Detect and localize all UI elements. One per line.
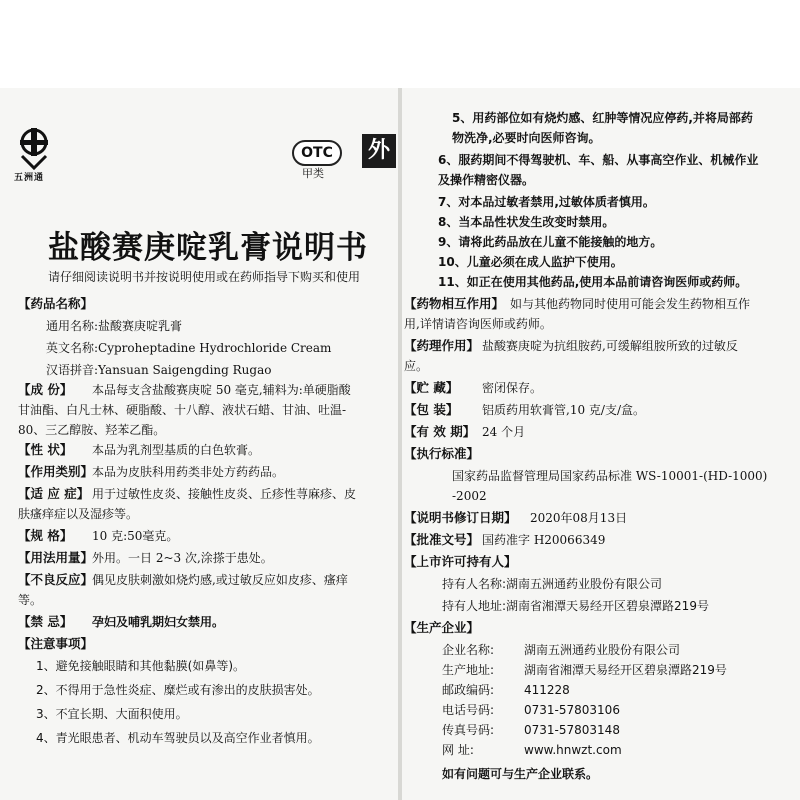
- precaution-item: 6、服药期间不得驾驶机、车、船、从事高空作业、机械作业: [438, 153, 759, 167]
- document-subtitle: 请仔细阅读说明书并按说明使用或在药师指导下购买和使用: [47, 270, 360, 284]
- phone-row: [442, 702, 792, 718]
- precaution-item: 5、用药部位如有烧灼感、红肿等情况应停药,并将局部药: [452, 111, 753, 125]
- field-label: 邮政编码:: [442, 683, 495, 697]
- contra-text: 孕妇及哺乳期妇女禁用。: [92, 615, 225, 629]
- manufacturer-address-row: [442, 662, 792, 678]
- logo-text: 五洲通: [14, 173, 45, 183]
- field-label: 电话号码:: [442, 703, 495, 717]
- contact-note: 如有问题可与生产企业联系。: [442, 767, 599, 781]
- usage-text: 外用。一日 2~3 次,涂搽于患处。: [92, 551, 273, 565]
- adverse-line: 偶见皮肤刺激如烧灼感,或过敏反应如皮疹、瘙痒: [92, 573, 348, 587]
- ingredients-line: 本品每支含盐酸赛庚啶 50 毫克,辅料为:单硬脂酸: [92, 383, 351, 397]
- precaution-item: 4、青光眼患者、机动车驾驶员以及高空作业者慎用。: [36, 731, 320, 745]
- precaution-item: 7、对本品过敏者禁用,过敏体质者慎用。: [438, 195, 655, 209]
- otc-badge: OTC: [292, 140, 342, 166]
- website-row: [442, 742, 792, 758]
- validity-label: 【有 效 期】: [404, 424, 476, 439]
- precaution-item: 11、如正在使用其他药品,使用本品前请咨询医师或药师。: [438, 275, 748, 289]
- phone-number: 0731-57803106: [524, 703, 620, 717]
- revision-date: 2020年08月13日: [530, 511, 628, 525]
- precaution-item: 1、避免接触眼睛和其他黏膜(如鼻等)。: [36, 659, 245, 673]
- precaution-item: 9、请将此药品放在儿童不能接触的地方。: [438, 235, 663, 249]
- manufacturer-name-row: [442, 642, 792, 658]
- character-label: 【性 状】: [18, 442, 73, 457]
- field-label: 生产地址:: [442, 663, 495, 677]
- approval-number: 国药准字 H20066349: [482, 533, 606, 547]
- manufacturer-label: 【生产企业】: [404, 620, 480, 635]
- precaution-item: 物洗净,必要时向医师咨询。: [452, 131, 601, 145]
- precaution-item: 10、儿童必须在成人监护下使用。: [438, 255, 623, 269]
- ingredients-label: 【成 份】: [18, 382, 73, 397]
- manufacturer-address: 湖南省湘潭天易经开区碧泉潭路219号: [524, 663, 727, 677]
- spec-text: 10 克:50毫克。: [92, 529, 179, 543]
- contra-label: 【禁 忌】: [18, 614, 73, 629]
- category-label: 【作用类别】: [18, 464, 94, 479]
- fax-row: [442, 722, 792, 738]
- precaution-item: 8、当本品性状发生改变时禁用。: [438, 215, 615, 229]
- validity-text: 24 个月: [482, 425, 526, 439]
- indications-line: 用于过敏性皮炎、接触性皮炎、丘疹性荨麻疹、皮: [92, 487, 357, 501]
- standard-label: 【执行标准】: [404, 446, 480, 461]
- postcode-row: [442, 682, 792, 698]
- pharm-line: 盐酸赛庚啶为抗组胺药,可缓解组胺所致的过敏反: [482, 339, 738, 353]
- indications-label: 【适 应 症】: [18, 486, 90, 501]
- pharm-line: 应。: [404, 359, 429, 373]
- standard-line: -2002: [452, 489, 487, 503]
- external-use-badge: 外: [362, 134, 396, 168]
- adverse-label: 【不良反应】: [18, 572, 94, 587]
- field-label: 企业名称:: [442, 643, 495, 657]
- company-logo-icon: [16, 126, 52, 170]
- generic-name: 通用名称:盐酸赛庚啶乳膏: [46, 319, 183, 333]
- drug-name-label: 【药品名称】: [18, 296, 94, 311]
- indications-line: 肤瘙痒症以及湿疹等。: [18, 507, 139, 521]
- field-label: 传真号码:: [442, 723, 495, 737]
- storage-label: 【贮 藏】: [404, 380, 459, 395]
- pharm-label: 【药理作用】: [404, 338, 480, 353]
- interaction-line: 如与其他药物同时使用可能会发生药物相互作: [510, 297, 751, 311]
- interaction-label: 【药物相互作用】: [404, 296, 505, 311]
- otc-class: 甲类: [302, 167, 324, 180]
- mah-address: 持有人地址:湖南省湘潭天易经开区碧泉潭路219号: [442, 599, 709, 613]
- usage-label: 【用法用量】: [18, 550, 94, 565]
- storage-text: 密闭保存。: [482, 381, 543, 395]
- english-name: 英文名称:Cyproheptadine Hydrochloride Cream: [46, 341, 332, 355]
- pinyin-name: 汉语拼音:Yansuan Saigengding Rugao: [46, 363, 272, 377]
- standard-line: 国家药品监督管理局国家药品标准 WS-10001-(HD-1000): [452, 469, 768, 483]
- ingredients-line: 甘油酯、白凡士林、硬脂酸、十八醇、液状石蜡、甘油、吐温-: [18, 403, 347, 417]
- package-text: 铝质药用软膏管,10 克/支/盒。: [482, 403, 645, 417]
- precaution-item: 2、不得用于急性炎症、糜烂或有渗出的皮肤损害处。: [36, 683, 320, 697]
- manufacturer-name: 湖南五洲通药业股份有限公司: [524, 643, 681, 657]
- mah-name: 持有人名称:湖南五洲通药业股份有限公司: [442, 577, 663, 591]
- interaction-line: 用,详情请咨询医师或药师。: [404, 317, 552, 331]
- ingredients-line: 80、三乙醇胺、羟苯乙酯。: [18, 423, 166, 437]
- adverse-line: 等。: [18, 593, 43, 607]
- revision-label: 【说明书修订日期】: [404, 510, 517, 525]
- spec-label: 【规 格】: [18, 528, 73, 543]
- fax-number: 0731-57803148: [524, 723, 620, 737]
- character-text: 本品为乳剂型基质的白色软膏。: [92, 443, 261, 457]
- mah-label: 【上市许可持有人】: [404, 554, 517, 569]
- document-title: 盐酸赛庚啶乳膏说明书: [48, 230, 368, 266]
- approval-label: 【批准文号】: [404, 532, 480, 547]
- precaution-item: 及操作精密仪器。: [438, 173, 535, 187]
- precautions-label: 【注意事项】: [18, 636, 94, 651]
- postcode: 411228: [524, 683, 570, 697]
- field-label: 网 址:: [442, 743, 474, 757]
- package-label: 【包 装】: [404, 402, 459, 417]
- website: www.hnwzt.com: [524, 743, 622, 757]
- precaution-item: 3、不宜长期、大面积使用。: [36, 707, 188, 721]
- category-text: 本品为皮肤科用药类非处方药药品。: [92, 465, 285, 479]
